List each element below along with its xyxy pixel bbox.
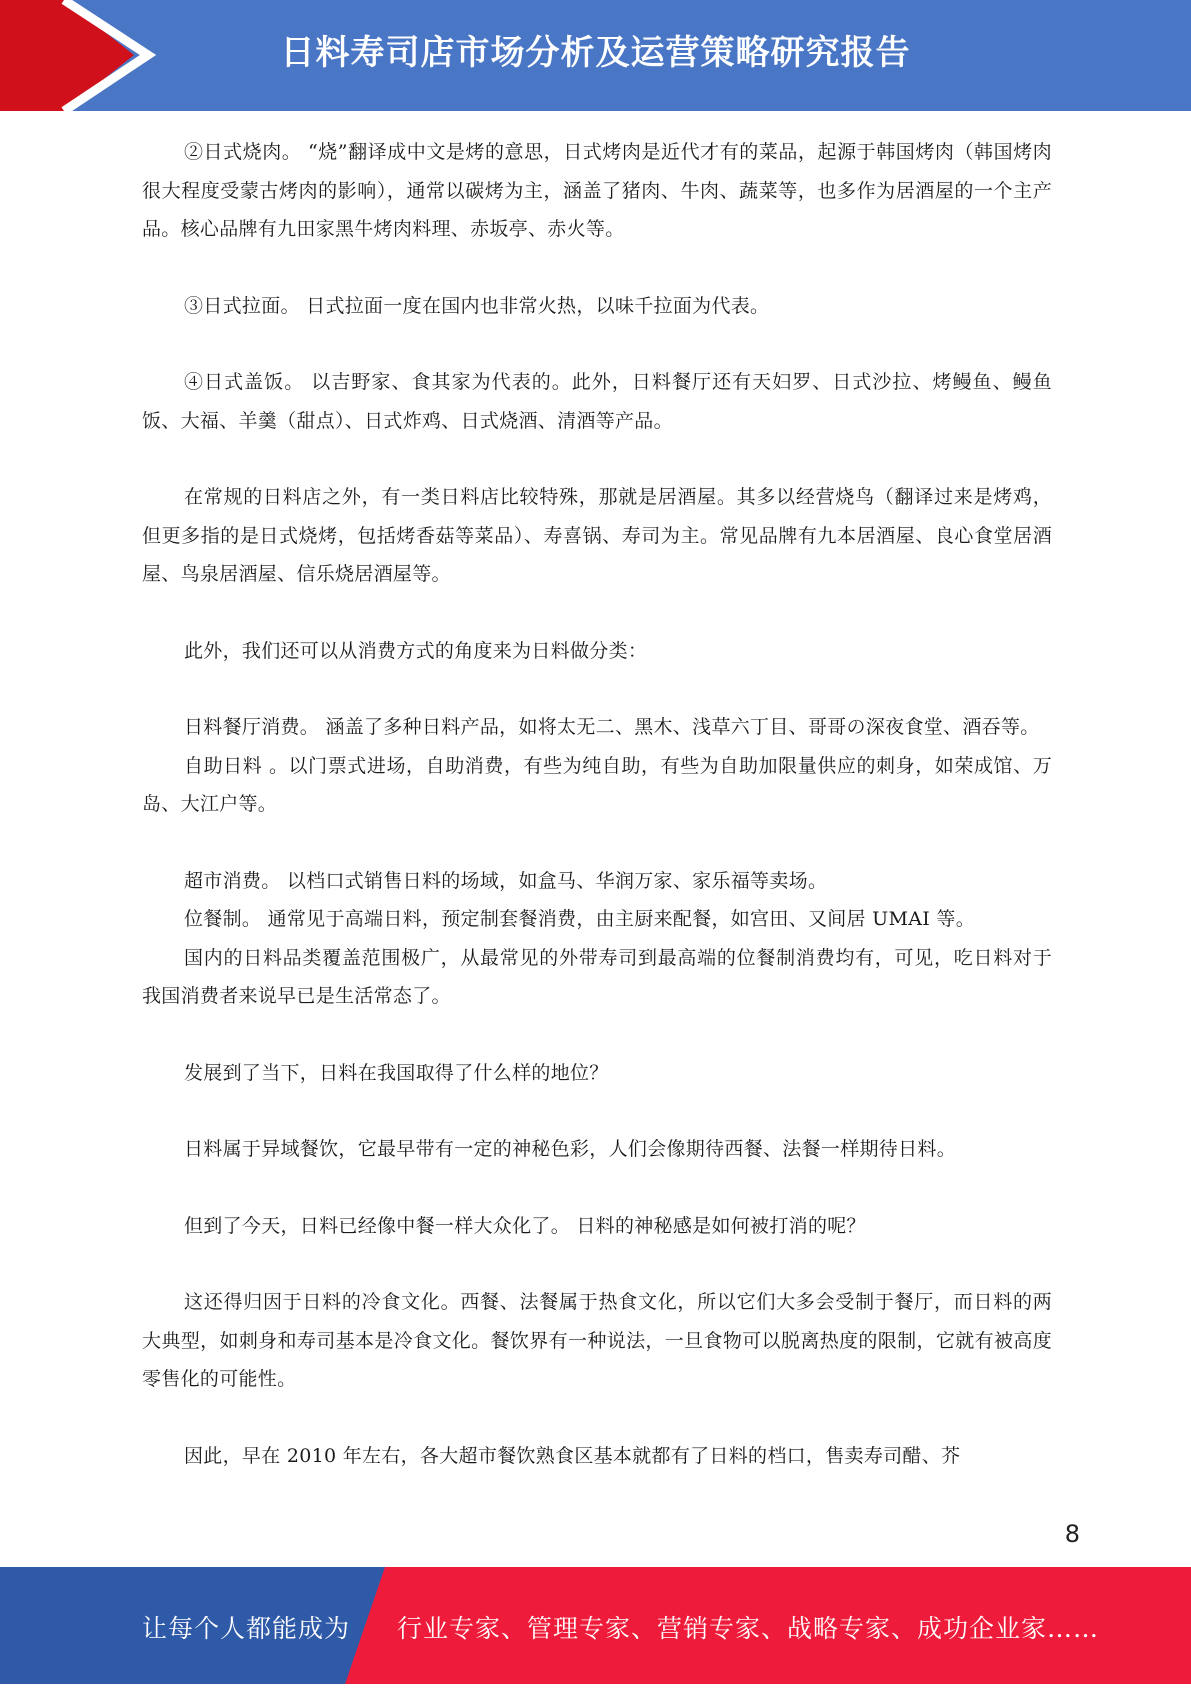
paragraph-buffet: 自助日料 。以门票式进场，自助消费，有些为纯自助，有些为自助加限量供应的刺身，如荣成馆、万岛、大江户等。 — [142, 754, 1052, 815]
paragraph-yakiniku: ②日式烧肉。 “烧”翻译成中文是烤的意思，日式烤肉是近代才有的菜品，起源于韩国烤肉（韩国烤肉很大程度受蒙古烤肉的影响），通常以碳烤为主，涵盖了猪肉、牛肉、蔬菜等，也多作为居酒屋的一个主产品。核心品牌有九田家黑牛烤肉料理、赤坂亭、赤火等。 — [142, 141, 1052, 240]
paragraph-cold-food: 这还得归因于日料的冷食文化。西餐、法餐属于热食文化，所以它们大多会受制于餐厅，而日料的两大典型，如刺身和寿司基本是冷食文化。餐饮界有一种说法，一旦食物可以脱离热度的限制，它就有被高度零售化的可能性。 — [142, 1291, 1052, 1390]
page-number: 8 — [1064, 1520, 1080, 1548]
paragraph-donburi: ④日式盖饭。 以吉野家、食其家为代表的。此外，日料餐厅还有天妇罗、日式沙拉、烤鳗鱼、鳗鱼饭、大福、羊羹（甜点）、日式炸鸡、日式烧酒、清酒等产品。 — [142, 371, 1052, 432]
paragraph-restaurant-consumption: 日料餐厅消费。 涵盖了多种日料产品，如将太无二、黑木、浅草六丁目、哥哥の深夜食堂、酒吞等。 — [184, 716, 1040, 738]
footer-slogan-left: 让每个人都能成为 — [142, 1614, 351, 1643]
footer-slogan-right: 行业专家、管理专家、营销专家、战略专家、成功企业家…… — [397, 1614, 1100, 1643]
paragraph-coverage: 国内的日料品类覆盖范围极广，从最常见的外带寿司到最高端的位餐制消费均有，可见，吃日料对于我国消费者来说早已是生活常态了。 — [142, 946, 1052, 1007]
paragraph-ramen: ③日式拉面。 日式拉面一度在国内也非常火热，以味千拉面为代表。 — [184, 294, 770, 317]
page-header — [0, 0, 1191, 111]
paragraph-exotic: 日料属于异域餐饮，它最早带有一定的神秘色彩，人们会像期待西餐、法餐一样期待日料。 — [184, 1138, 957, 1160]
document-body — [142, 133, 1052, 1475]
paragraph-supermarket-2010: 因此，早在 2010 年左右，各大超市餐饮熟食区基本就都有了日料的档口，售卖寿司醋、芥 — [184, 1444, 961, 1467]
paragraph-status-question: 发展到了当下，日料在我国取得了什么样的地位？ — [184, 1061, 609, 1084]
paragraph-izakaya: 在常规的日料店之外，有一类日料店比较特殊，那就是居酒屋。其多以经营烧鸟（翻译过来是烤鸡，但更多指的是日式烧烤，包括烤香菇等菜品）、寿喜锅、寿司为主。常见品牌有九本居酒屋、良心食堂居酒屋、鸟泉居酒屋、信乐烧居酒屋等。 — [142, 486, 1052, 585]
paragraph-popularization: 但到了今天，日料已经像中餐一样大众化了。 日料的神秘感是如何被打消的呢？ — [184, 1214, 866, 1237]
paragraph-classification-intro: 此外，我们还可以从消费方式的角度来为日料做分类： — [184, 639, 648, 662]
paragraph-supermarket: 超市消费。 以档口式销售日料的场域，如盒马、华润万家、家乐福等卖场。 — [184, 869, 828, 892]
report-title: 日料寿司店市场分析及运营策略研究报告 — [280, 33, 911, 73]
page-footer — [0, 1567, 1191, 1684]
paragraph-omakase: 位餐制。 通常见于高端日料，预定制套餐消费，由主厨来配餐，如宫田、又间居 UMAI 等。 — [184, 908, 976, 930]
